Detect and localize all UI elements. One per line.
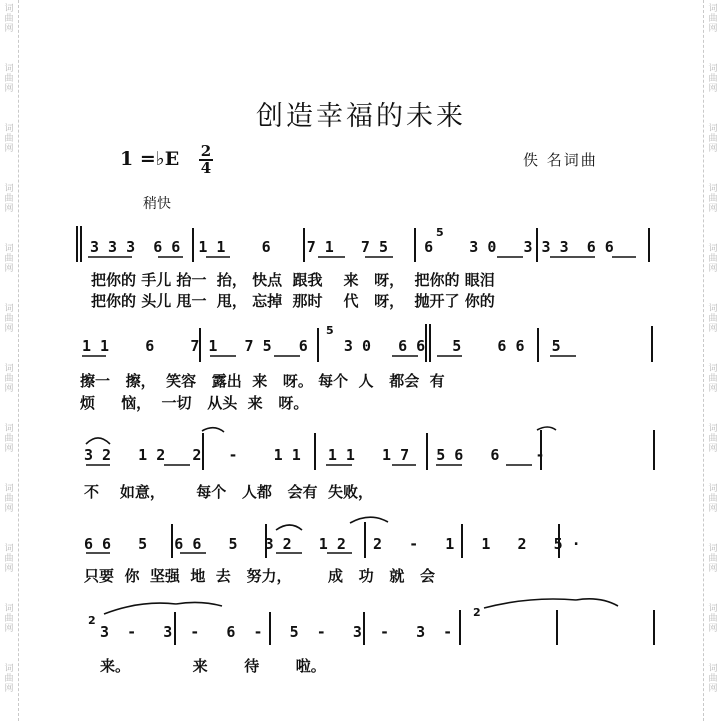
watermark-text: 词 曲 网 [708,544,718,574]
lyrics-line-5: 来。 来 待 啦。 [100,657,326,675]
watermark-text: 词 曲 网 [4,4,14,34]
watermark-text: 词 曲 网 [4,664,14,694]
watermark-text: 词 曲 网 [4,184,14,214]
watermark-text: 词 曲 网 [4,364,14,394]
watermark-text: 词 曲 网 [4,604,14,634]
watermark-text: 词 曲 网 [708,304,718,334]
notes-line-2: 1 1 6 7 1 7 5 6 3 0 6 6 5 6 6 5 [82,337,561,355]
watermark-text: 词 曲 网 [708,124,718,154]
time-signature-numerator: 2 [200,142,212,160]
notes-line-4: 6 6 5 6 6 5 3 2 1 2 2 - 1 1 2 5 · [84,535,581,553]
watermark-text: 词 曲 网 [4,424,14,454]
credit-line: 佚 名词曲 [523,151,598,169]
grace-note: 2 [473,606,481,619]
lyrics-line-4: 只要 你 坚强 地 去 努力， 成 功 就 会 [84,567,436,585]
watermark-text: 词 曲 网 [4,244,14,274]
watermark-text: 词 曲 网 [708,184,718,214]
notes-line-1: 3 3 3 6 6 1 1 6 7 1 7 5 6 3 0 3 3 3 6 6 [90,238,614,256]
lyrics-line-1a: 把你的 手儿 抬一 抬， 快点 跟我 来 呀， 把你的 眼泪 [91,271,495,289]
grace-note: 5 [436,226,444,239]
lyrics-line-1b: 把你的 头儿 甩一 甩， 忘掉 那时 代 呀， 抛开了 你的 [91,292,495,310]
grace-note: 2 [88,614,96,627]
grace-note: 5 [326,324,334,337]
lyrics-line-2a: 擦一 擦， 笑容 露出 来 呀。 每个 人 都会 有 [80,372,445,390]
watermark-text: 词 曲 网 [708,664,718,694]
watermark-text: 词 曲 网 [708,64,718,94]
watermark-text: 词 曲 网 [4,304,14,334]
time-signature [198,144,214,176]
lyrics-line-2b: 烦 恼， 一切 从头 来 呀。 [80,394,309,412]
watermark-text: 词 曲 网 [4,124,14,154]
song-title: 创造幸福的未来 [256,101,466,132]
time-signature-denominator: 4 [200,159,212,177]
watermark-text: 词 曲 网 [708,4,718,34]
watermark-text: 词 曲 网 [708,364,718,394]
watermark-text: 词 曲 网 [708,484,718,514]
tempo-marking: 稍快 [143,196,171,212]
lyrics-line-3: 不 如意， 每个 人都 会有 失败， [84,483,374,501]
notes-line-3: 3 2 1 2 2 - 1 1 1 1 1 7 5 6 6 - [84,446,545,464]
notes-line-5: 3 - 3 - 6 - 5 - 3 - 3 - [100,623,453,641]
key-signature: 1 =♭E [120,148,180,170]
watermark-text: 词 曲 网 [708,604,718,634]
watermark-text: 词 曲 网 [4,484,14,514]
watermark-text: 词 曲 网 [4,64,14,94]
watermark-text: 词 曲 网 [708,244,718,274]
watermark-text: 词 曲 网 [708,424,718,454]
watermark-text: 词 曲 网 [4,544,14,574]
